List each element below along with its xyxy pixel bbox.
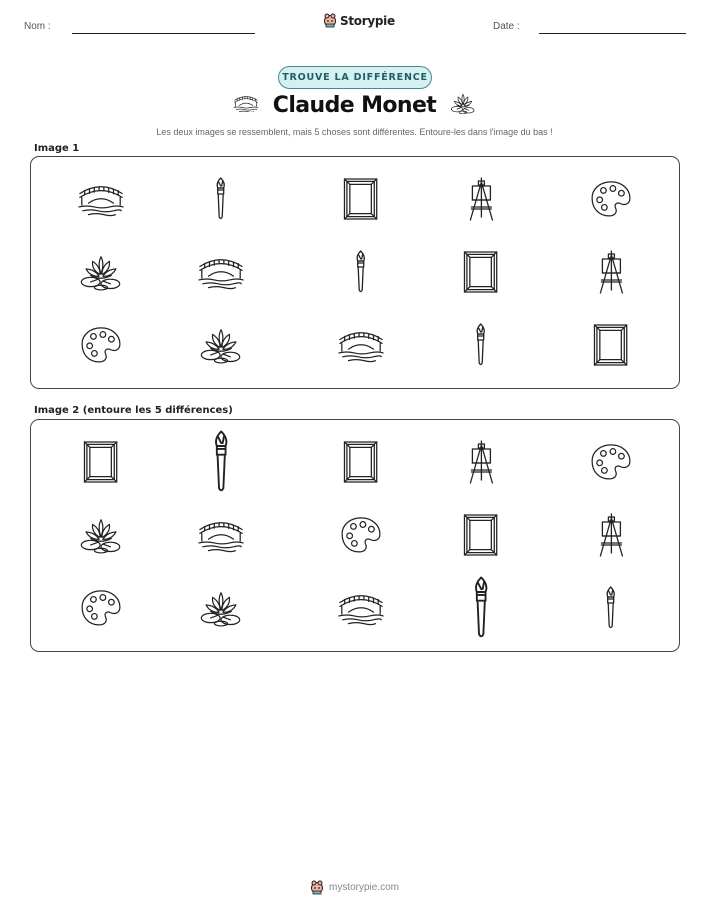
palette-icon[interactable] [331, 505, 391, 565]
palette-icon [71, 315, 131, 375]
bridge-icon [233, 94, 259, 116]
water-lily-icon [191, 315, 251, 375]
palette-icon[interactable] [71, 578, 131, 638]
activity-badge: TROUVE LA DIFFÉRENCE [278, 66, 432, 89]
name-field[interactable] [72, 33, 255, 34]
image2-panel[interactable] [30, 419, 680, 652]
page-title: Claude Monet [272, 92, 437, 118]
brand-logo [323, 13, 395, 28]
paintbrush-icon [331, 242, 391, 302]
bridge-icon [331, 315, 391, 375]
water-lily-icon [450, 92, 476, 118]
easel-icon[interactable] [451, 432, 511, 492]
palette-icon [581, 169, 641, 229]
paintbrush-icon[interactable] [581, 578, 641, 638]
frame-icon[interactable] [331, 432, 391, 492]
storypie-mascot-icon [310, 880, 324, 895]
storypie-mascot-icon [323, 13, 337, 28]
paintbrush-icon[interactable] [451, 578, 511, 638]
water-lily-icon [71, 242, 131, 302]
bridge-icon [71, 169, 131, 229]
brand-name: Storypie [340, 13, 395, 28]
water-lily-icon[interactable] [71, 505, 131, 565]
easel-icon [581, 242, 641, 302]
image1-label: Image 1 [34, 143, 80, 154]
image2-grid[interactable] [31, 420, 679, 651]
paintbrush-icon[interactable] [191, 432, 251, 492]
instructions: Les deux images se ressemblent, mais 5 choses sont différentes. Entoure-les dans l'image du bas ! [156, 127, 553, 137]
image2-label: Image 2 (entoure les 5 différences) [34, 405, 233, 416]
footer-url[interactable]: mystorypie.com [328, 882, 399, 893]
bridge-icon [191, 242, 251, 302]
title-row [0, 92, 709, 118]
date-label: Date : [493, 21, 520, 32]
name-label: Nom : [24, 21, 51, 32]
frame-icon [451, 242, 511, 302]
date-field[interactable] [539, 33, 686, 34]
bridge-icon[interactable] [331, 578, 391, 638]
image1-grid [31, 157, 679, 388]
frame-icon [581, 315, 641, 375]
frame-icon [331, 169, 391, 229]
easel-icon [451, 169, 511, 229]
frame-icon[interactable] [71, 432, 131, 492]
image1-panel [30, 156, 680, 389]
footer [0, 880, 709, 895]
frame-icon[interactable] [451, 505, 511, 565]
easel-icon[interactable] [581, 505, 641, 565]
palette-icon[interactable] [581, 432, 641, 492]
paintbrush-icon [191, 169, 251, 229]
paintbrush-icon [451, 315, 511, 375]
bridge-icon[interactable] [191, 505, 251, 565]
water-lily-icon[interactable] [191, 578, 251, 638]
